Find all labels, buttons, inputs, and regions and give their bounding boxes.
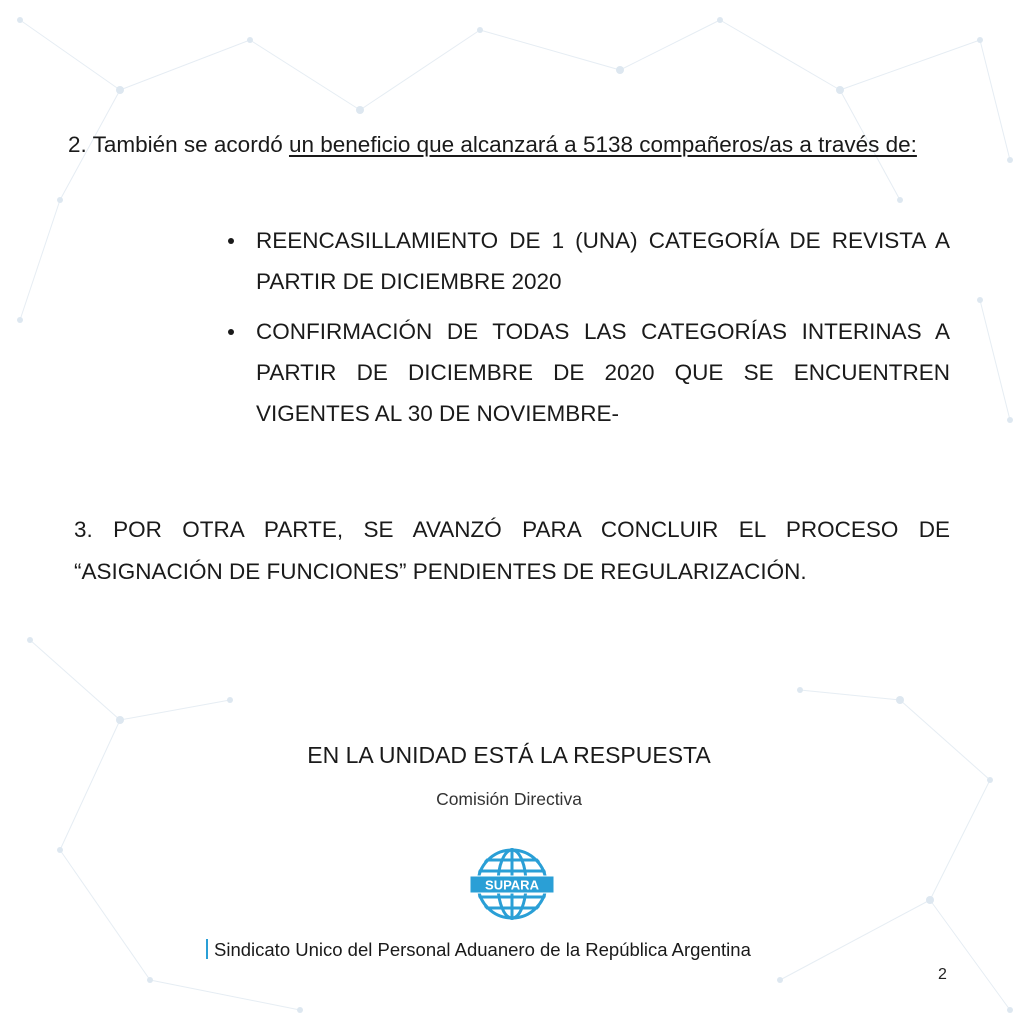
bullet-icon xyxy=(228,238,234,244)
item-2-number: 2. xyxy=(68,132,87,157)
list-item-text: REENCASILLAMIENTO DE 1 (UNA) CATEGORÍA DE REVISTA A PARTIR DE DICIEMBRE 2020 xyxy=(256,228,950,294)
list-item-text: CONFIRMACIÓN DE TODAS LAS CATEGORÍAS INTERINAS A PARTIR DE DICIEMBRE DE 2020 QUE SE ENCUENTREN VIGENTES AL 30 DE NOVIEMBRE- xyxy=(256,319,950,426)
item-2-intro: También se acordó xyxy=(86,132,289,157)
signature-commission: Comisión Directiva xyxy=(436,789,582,809)
list-item xyxy=(228,311,950,434)
benefits-list xyxy=(228,220,950,443)
page-number: 2 xyxy=(938,966,947,983)
item-2-underlined-text: un beneficio que alcanzará a 5138 compañeros/as a través de: xyxy=(288,132,917,157)
item-2-paragraph xyxy=(68,124,950,166)
list-item xyxy=(228,220,950,302)
logo-text: SUPARA xyxy=(485,877,539,893)
motto: EN LA UNIDAD ESTÁ LA RESPUESTA xyxy=(307,742,711,768)
footer-text: Sindicato Unico del Personal Aduanero de la República Argentina xyxy=(214,939,751,960)
bullet-icon xyxy=(228,329,234,335)
footer-organization xyxy=(206,939,751,961)
supara-logo xyxy=(469,845,555,923)
item-3-paragraph: 3. POR OTRA PARTE, SE AVANZÓ PARA CONCLUIR EL PROCESO DE “ASIGNACIÓN DE FUNCIONES” PENDIENTES DE REGULARIZACIÓN. xyxy=(74,517,950,584)
footer-accent-bar xyxy=(206,939,208,959)
